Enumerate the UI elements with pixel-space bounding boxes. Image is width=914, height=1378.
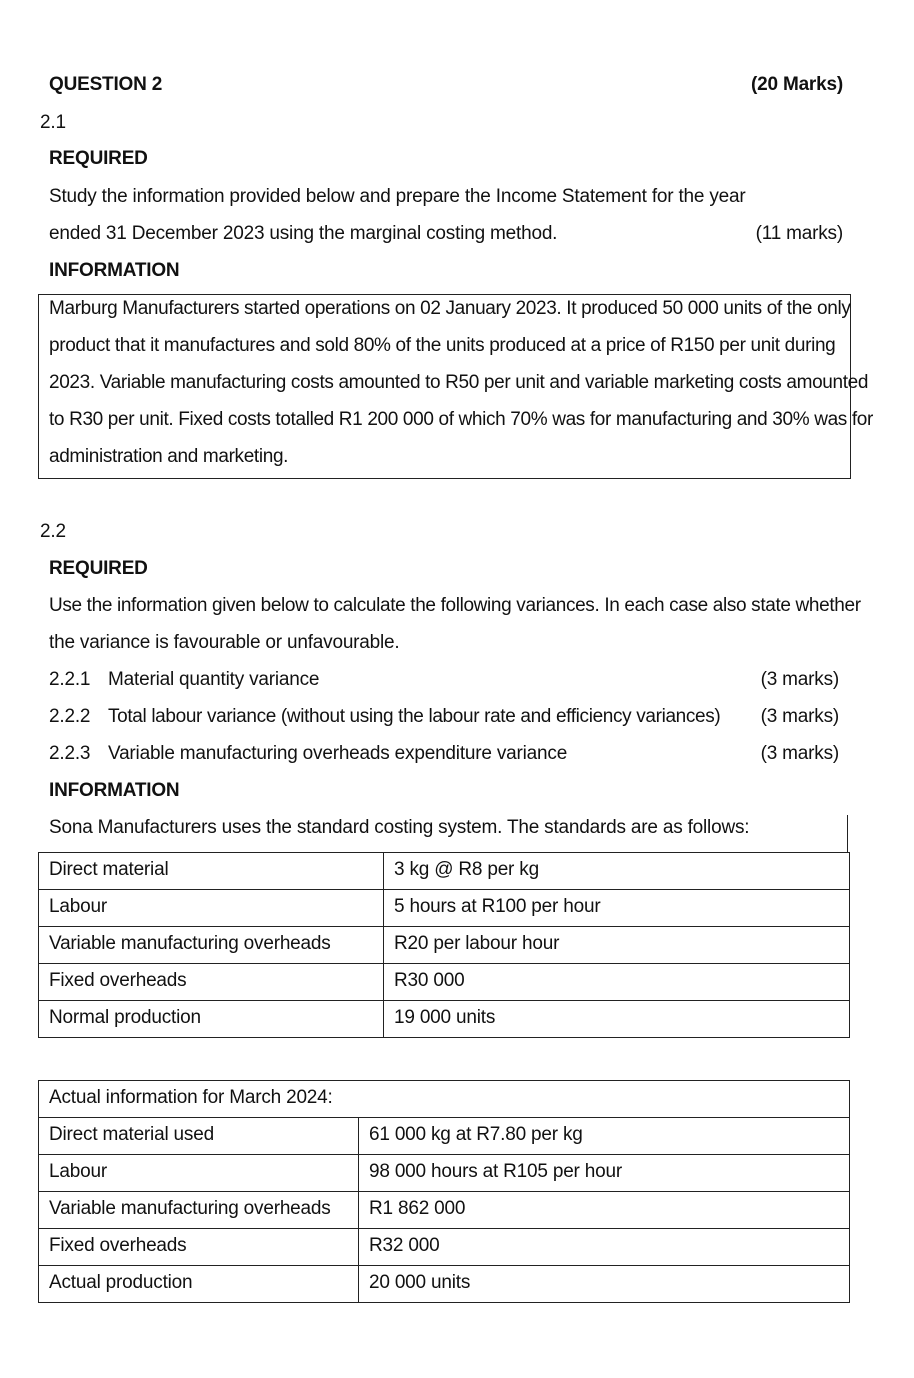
table-cell-value: 61 000 kg at R7.80 per kg [359,1118,850,1155]
table-row [39,1266,850,1303]
info-box-line: product that it manufactures and sold 80% of the units produced at a price of R150 per unit during [49,335,836,356]
table-cell-value: R32 000 [359,1229,850,1266]
standards-table [38,852,850,1038]
part-2-2-number: 2.2 [40,521,66,542]
sub-item-marks: (3 marks) [760,669,839,690]
info-box-line: administration and marketing. [49,446,289,467]
info-box-line: to R30 per unit. Fixed costs totalled R1 200 000 of which 70% was for manufacturing and 30% was for [49,409,873,430]
actual-information-table [38,1080,850,1303]
part-2-2-required-heading: REQUIRED [49,558,148,579]
part-2-2-required-text-line2: the variance is favourable or unfavourable. [49,632,400,653]
table-row [39,1001,850,1038]
table-cell-value: 20 000 units [359,1266,850,1303]
part-2-1-required-text-line2: ended 31 December 2023 using the marginal costing method. [49,223,558,244]
table-row [39,1192,850,1229]
part-2-1-marks: (11 marks) [755,223,843,244]
table-cell-value: 98 000 hours at R105 per hour [359,1155,850,1192]
sub-item-marks: (3 marks) [760,743,839,764]
table-border-fragment [847,815,848,853]
actual-table-heading: Actual information for March 2024: [39,1081,850,1118]
part-2-1-required-text-line1: Study the information provided below and prepare the Income Statement for the year [49,186,746,207]
table-row [39,1155,850,1192]
table-row [39,1081,850,1118]
standards-intro: Sona Manufacturers uses the standard costing system. The standards are as follows: [49,817,750,838]
sub-item-number: 2.2.3 [49,743,91,764]
table-cell-value: R30 000 [384,964,850,1001]
part-2-1-information-box [38,294,873,479]
table-cell-label: Normal production [39,1001,384,1038]
sub-item-text: Material quantity variance [108,669,320,690]
part-2-2-information-heading: INFORMATION [49,780,180,801]
sub-item-text: Variable manufacturing overheads expenditure variance [108,743,568,764]
table-cell-value: 3 kg @ R8 per kg [384,853,850,890]
table-cell-label: Fixed overheads [39,1229,359,1266]
table-cell-value: 19 000 units [384,1001,850,1038]
question-title: QUESTION 2 [49,74,163,95]
info-box-line: Marburg Manufacturers started operations on 02 January 2023. It produced 50 000 units of the only [49,298,851,319]
table-cell-label: Direct material [39,853,384,890]
part-2-2-required-text-line1: Use the information given below to calculate the following variances. In each case also state whether [49,595,861,616]
table-row [39,853,850,890]
table-cell-label: Fixed overheads [39,964,384,1001]
table-cell-label: Variable manufacturing overheads [39,1192,359,1229]
table-cell-label: Labour [39,1155,359,1192]
table-cell-value: 5 hours at R100 per hour [384,890,850,927]
part-2-1-number: 2.1 [40,112,66,133]
table-cell-value: R20 per labour hour [384,927,850,964]
table-row [39,1229,850,1266]
table-row [39,964,850,1001]
table-cell-label: Labour [39,890,384,927]
part-2-1-required-heading: REQUIRED [49,148,148,169]
sub-item-number: 2.2.2 [49,706,91,727]
question-total-marks: (20 Marks) [751,74,843,95]
sub-item-marks: (3 marks) [760,706,839,727]
table-cell-value: R1 862 000 [359,1192,850,1229]
table-cell-label: Variable manufacturing overheads [39,927,384,964]
table-cell-label: Direct material used [39,1118,359,1155]
info-box-line: 2023. Variable manufacturing costs amounted to R50 per unit and variable marketing costs amounted [49,372,869,393]
part-2-1-information-heading: INFORMATION [49,260,180,281]
table-cell-label: Actual production [39,1266,359,1303]
sub-item-text: Total labour variance (without using the labour rate and efficiency variances) [108,706,721,727]
sub-item-number: 2.2.1 [49,669,91,690]
table-row [39,890,850,927]
table-row [39,927,850,964]
table-row [39,1118,850,1155]
